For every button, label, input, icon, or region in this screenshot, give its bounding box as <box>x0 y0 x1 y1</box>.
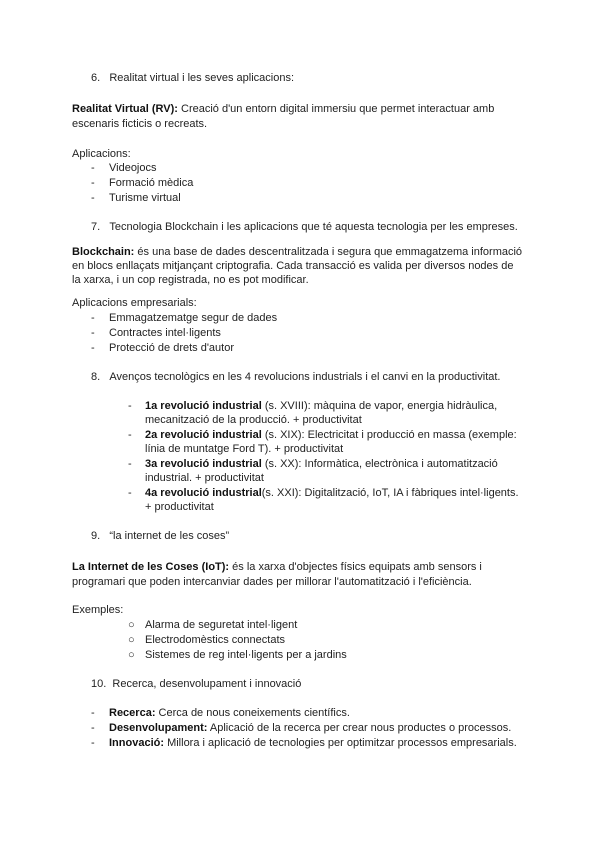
dash-glyph: - <box>128 400 132 412</box>
dash-bullet: - <box>91 192 95 204</box>
definition-text: en blocs enllaçats mitjançant criptografia. Cada transacció es valida per diversos nodes de <box>72 260 514 272</box>
list-item <box>91 326 95 340</box>
section-number: 6. <box>91 72 101 84</box>
rdi-term: Innovació: <box>109 737 165 749</box>
circle-bullet <box>128 633 135 647</box>
list-item-text: Videojocs <box>109 162 157 174</box>
revolution-term: 3a revolució industrial <box>145 458 262 470</box>
list-item-text: Protecció de drets d'autor <box>109 342 235 354</box>
dash-bullet: - <box>91 327 95 339</box>
list-title: Exemples: <box>72 604 124 616</box>
circle-bullet-icon: ○ <box>128 634 135 646</box>
section-number: 7. <box>91 221 101 233</box>
revolution-text: (s. XX): Informàtica, electrònica i automatització <box>261 458 498 470</box>
revolution-item-3 <box>145 457 498 471</box>
section-heading-text: Tecnologia Blockchain i les aplicacions que té aquesta tecnologia per les empreses. <box>109 221 518 233</box>
section-heading-text: Recerca, desenvolupament i innovació <box>112 678 302 690</box>
list-item-text: Turisme virtual <box>109 192 181 204</box>
dash-bullet: - <box>91 177 95 189</box>
list-item <box>91 311 95 325</box>
rdi-text: Cerca de nous coneixements científics. <box>155 707 350 719</box>
list-title: Aplicacions: <box>72 148 131 160</box>
revolution-text: mecanització de la producció. + productivitat <box>145 414 362 426</box>
section-heading-text: Avenços tecnològics en les 4 revolucions industrials i el canvi en la productivitat. <box>109 371 501 383</box>
revolution-item-2 <box>145 428 517 442</box>
rdi-text: Aplicació de la recerca per crear nous productes o processos. <box>207 722 512 734</box>
section-number: 8. <box>91 371 101 383</box>
revolution-text: línia de muntatge Ford T). + productivitat <box>145 443 344 455</box>
section-9-definition <box>72 560 482 574</box>
dash-glyph: - <box>128 429 132 441</box>
definition-term: La Internet de les Coses (IoT): <box>72 561 230 573</box>
rdi-item <box>109 706 350 720</box>
dash-bullet: - <box>91 162 95 174</box>
list-item-text: Sistemes de reg intel·ligents per a jardins <box>145 649 347 661</box>
revolution-term: 1a revolució industrial <box>145 400 262 412</box>
section-6-heading <box>91 71 294 85</box>
list-item <box>91 161 95 175</box>
section-8-heading <box>91 370 500 384</box>
revolution-item-4 <box>145 486 519 500</box>
section-number: 9. <box>91 530 101 542</box>
section-6-definition <box>72 102 494 116</box>
circle-bullet <box>128 648 135 662</box>
definition-text: escenaris ficticis o recreats. <box>72 118 208 130</box>
rdi-term: Desenvolupament: <box>109 722 208 734</box>
revolution-text: + productivitat <box>145 501 214 513</box>
rdi-item <box>109 721 511 735</box>
section-heading-text: “la internet de les coses” <box>109 530 230 542</box>
dash-bullet <box>128 486 132 500</box>
definition-text: programari que poden intercanviar dades per millorar l'automatització i l'eficiència. <box>72 576 472 588</box>
list-title: Aplicacions empresarials: <box>72 297 197 309</box>
list-item-text: Electrodomèstics connectats <box>145 634 286 646</box>
circle-bullet-icon: ○ <box>128 619 135 631</box>
dash-bullet <box>128 428 132 442</box>
section-7-heading <box>91 220 518 234</box>
dash-glyph: - <box>91 707 95 719</box>
dash-bullet <box>91 736 95 750</box>
revolution-text: industrial. + productivitat <box>145 472 264 484</box>
revolution-text: (s. XIX): Electricitat i producció en massa (exemple: <box>261 429 517 441</box>
rdi-text: Millora i aplicació de tecnologies per optimitzar processos empresarials. <box>164 737 517 749</box>
rdi-term: Recerca: <box>109 707 156 719</box>
list-item <box>91 176 95 190</box>
list-item-text: Formació mèdica <box>109 177 194 189</box>
revolution-term: 4a revolució industrial <box>145 487 262 499</box>
list-item-text: Emmagatzematge segur de dades <box>109 312 278 324</box>
dash-bullet: - <box>91 342 95 354</box>
definition-text: és la xarxa d'objectes físics equipats amb sensors i <box>229 561 482 573</box>
revolution-term: 2a revolució industrial <box>145 429 262 441</box>
list-item <box>91 191 95 205</box>
section-number: 10. <box>91 678 107 690</box>
revolution-item-1 <box>145 399 497 413</box>
dash-bullet <box>91 721 95 735</box>
dash-glyph: - <box>91 722 95 734</box>
section-9-heading <box>91 529 229 543</box>
circle-bullet <box>128 618 135 632</box>
definition-text: Creació d'un entorn digital immersiu que permet interactuar amb <box>177 103 495 115</box>
revolution-text: (s. XXI): Digitalització, IoT, IA i fàbriques intel·ligents. <box>261 487 519 499</box>
circle-bullet-icon: ○ <box>128 649 135 661</box>
rdi-item <box>109 736 517 750</box>
revolution-text: (s. XVIII): màquina de vapor, energia hidràulica, <box>261 400 498 412</box>
list-item-text: Alarma de seguretat intel·ligent <box>145 619 298 631</box>
dash-glyph: - <box>128 458 132 470</box>
section-10-heading <box>91 677 301 691</box>
definition-text: la xarxa, i un cop registrada, no es pot modificar. <box>72 274 309 286</box>
definition-text: és una base de dades descentralitzada i segura que emmagatzema informació <box>134 246 523 258</box>
dash-glyph: - <box>128 487 132 499</box>
list-item-text: Contractes intel·ligents <box>109 327 221 339</box>
dash-glyph: - <box>91 737 95 749</box>
section-7-definition <box>72 245 522 259</box>
dash-bullet <box>128 399 132 413</box>
list-item <box>91 341 95 355</box>
dash-bullet <box>128 457 132 471</box>
definition-term: Blockchain: <box>72 246 135 258</box>
definition-term: Realitat Virtual (RV): <box>72 103 178 115</box>
dash-bullet: - <box>91 312 95 324</box>
section-heading-text: Realitat virtual i les seves aplicacions: <box>109 72 294 84</box>
dash-bullet <box>91 706 95 720</box>
